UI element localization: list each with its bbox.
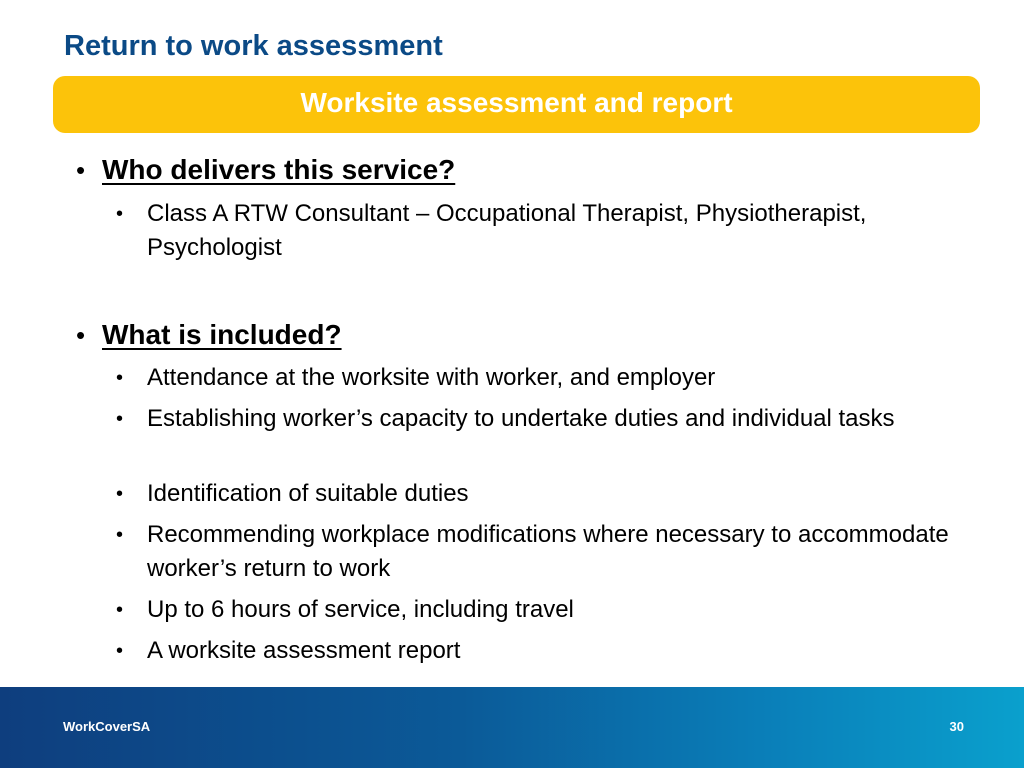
list-item	[116, 361, 976, 395]
bullet-icon: •	[76, 320, 86, 350]
bullet-icon: •	[116, 367, 124, 389]
list-item-text: Up to 6 hours of service, including travel	[147, 596, 574, 623]
list-item	[116, 197, 976, 265]
list-item-text: Class A RTW Consultant – Occupational Therapist, Physiotherapist, Psychologist	[147, 200, 867, 261]
list-item	[116, 634, 976, 668]
slide-title: Return to work assessment	[64, 30, 443, 62]
footer-bar	[0, 687, 1024, 768]
bullet-icon: •	[116, 524, 124, 546]
bullet-icon: •	[116, 203, 124, 225]
list-item-text: A worksite assessment report	[147, 637, 461, 664]
list-item	[116, 518, 976, 586]
list-item	[116, 477, 976, 511]
list-item-text: Attendance at the worksite with worker, and employer	[147, 364, 716, 391]
bullet-heading-who-delivers	[76, 153, 455, 187]
bullet-icon: •	[116, 599, 124, 621]
bullet-heading-what-included	[76, 318, 342, 352]
bullet-icon: •	[116, 483, 124, 505]
banner-text: Worksite assessment and report	[300, 86, 733, 118]
bullet-icon: •	[116, 640, 124, 662]
footer-brand: WorkCoverSA	[63, 719, 151, 734]
bullet-icon: •	[76, 155, 86, 185]
page-number: 30	[949, 719, 964, 734]
heading-text: Who delivers this service?	[102, 154, 456, 185]
list-item-text: Identification of suitable duties	[147, 480, 469, 507]
list-item	[116, 402, 976, 436]
list-item-text: Recommending workplace modifications where necessary to accommodate worker’s return to work	[147, 521, 949, 582]
list-item-text: Establishing worker’s capacity to undertake duties and individual tasks	[147, 405, 895, 432]
bullet-icon: •	[116, 408, 124, 430]
section-banner	[53, 76, 980, 133]
heading-text: What is included?	[102, 319, 342, 350]
list-item	[116, 593, 976, 627]
